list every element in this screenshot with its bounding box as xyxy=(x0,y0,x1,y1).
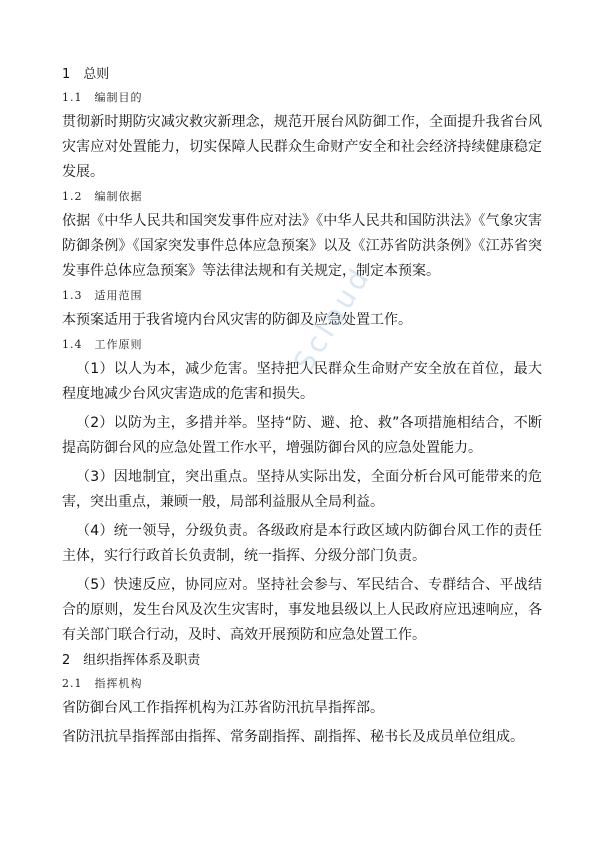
watermark: Scloud xyxy=(287,260,378,378)
subsection-heading-1-2: 1.2 编制依据 xyxy=(62,190,143,203)
paragraph-scope: 本预案适用于我省境内台风灾害的防御及应急处置工作。 xyxy=(62,312,412,328)
principle-item: （2）以防为主，多措并举。坚持“防、避、抢、救”各项措施相结合，不断提高防御台风的应急处置工作水平，增强防御台风的应急处置能力。 xyxy=(62,415,542,456)
section-heading-1: 1 总则 xyxy=(62,67,110,82)
subsection-heading-2-1: 2.1 指挥机构 xyxy=(62,677,143,690)
paragraph-basis: 依据《中华人民共和国突发事件应对法》《中华人民共和国防洪法》《气象灾害防御条例》《国家突发事件总体应急预案》以及《江苏省防洪条例》《江苏省突发事件总体应急预案》等法律法规和有关规定，制定本预案。 xyxy=(62,213,542,279)
principle-item: （5）快速反应，协同应对。坚持社会参与、军民结合、专群结合、平战结合的原则，发生台风及次生灾害时，事发地县级以上人民政府应迅速响应，各有关部门联合行动，及时、高效开展预防和应急处置工作。 xyxy=(62,577,542,643)
subsection-heading-1-4: 1.4 工作原则 xyxy=(62,338,143,351)
subsection-heading-1-3: 1.3 适用范围 xyxy=(62,289,143,302)
paragraph-command-members: 省防汛抗旱指挥部由指挥、常务副指挥、副指挥、秘书长及成员单位组成。 xyxy=(62,729,524,745)
principle-item: （1）以人为本，减少危害。坚持把人民群众生命财产安全放在首位，最大程度地减少台风灾害造成的危害和损失。 xyxy=(62,361,542,402)
paragraph-purpose: 贯彻新时期防灾减灾救灾新理念，规范开展台风防御工作，全面提升我省台风灾害应对处置能力，切实保障人民群众生命财产安全和社会经济持续健康稳定发展。 xyxy=(62,114,542,180)
section-heading-2: 2 组织指挥体系及职责 xyxy=(62,653,201,668)
document-body xyxy=(62,66,542,754)
subsection-heading-1-1: 1.1 编制目的 xyxy=(62,91,143,104)
paragraph-command-agency: 省防御台风工作指挥机构为江苏省防汛抗旱指挥部。 xyxy=(62,700,384,716)
principle-item: （4）统一领导，分级负责。各级政府是本行政区域内防御台风工作的责任主体，实行行政首长负责制，统一指挥、分级分部门负责。 xyxy=(62,523,542,564)
principle-item: （3）因地制宜，突出重点。坚持从实际出发，全面分析台风可能带来的危害，突出重点，兼顾一般，局部利益服从全局利益。 xyxy=(62,469,542,510)
